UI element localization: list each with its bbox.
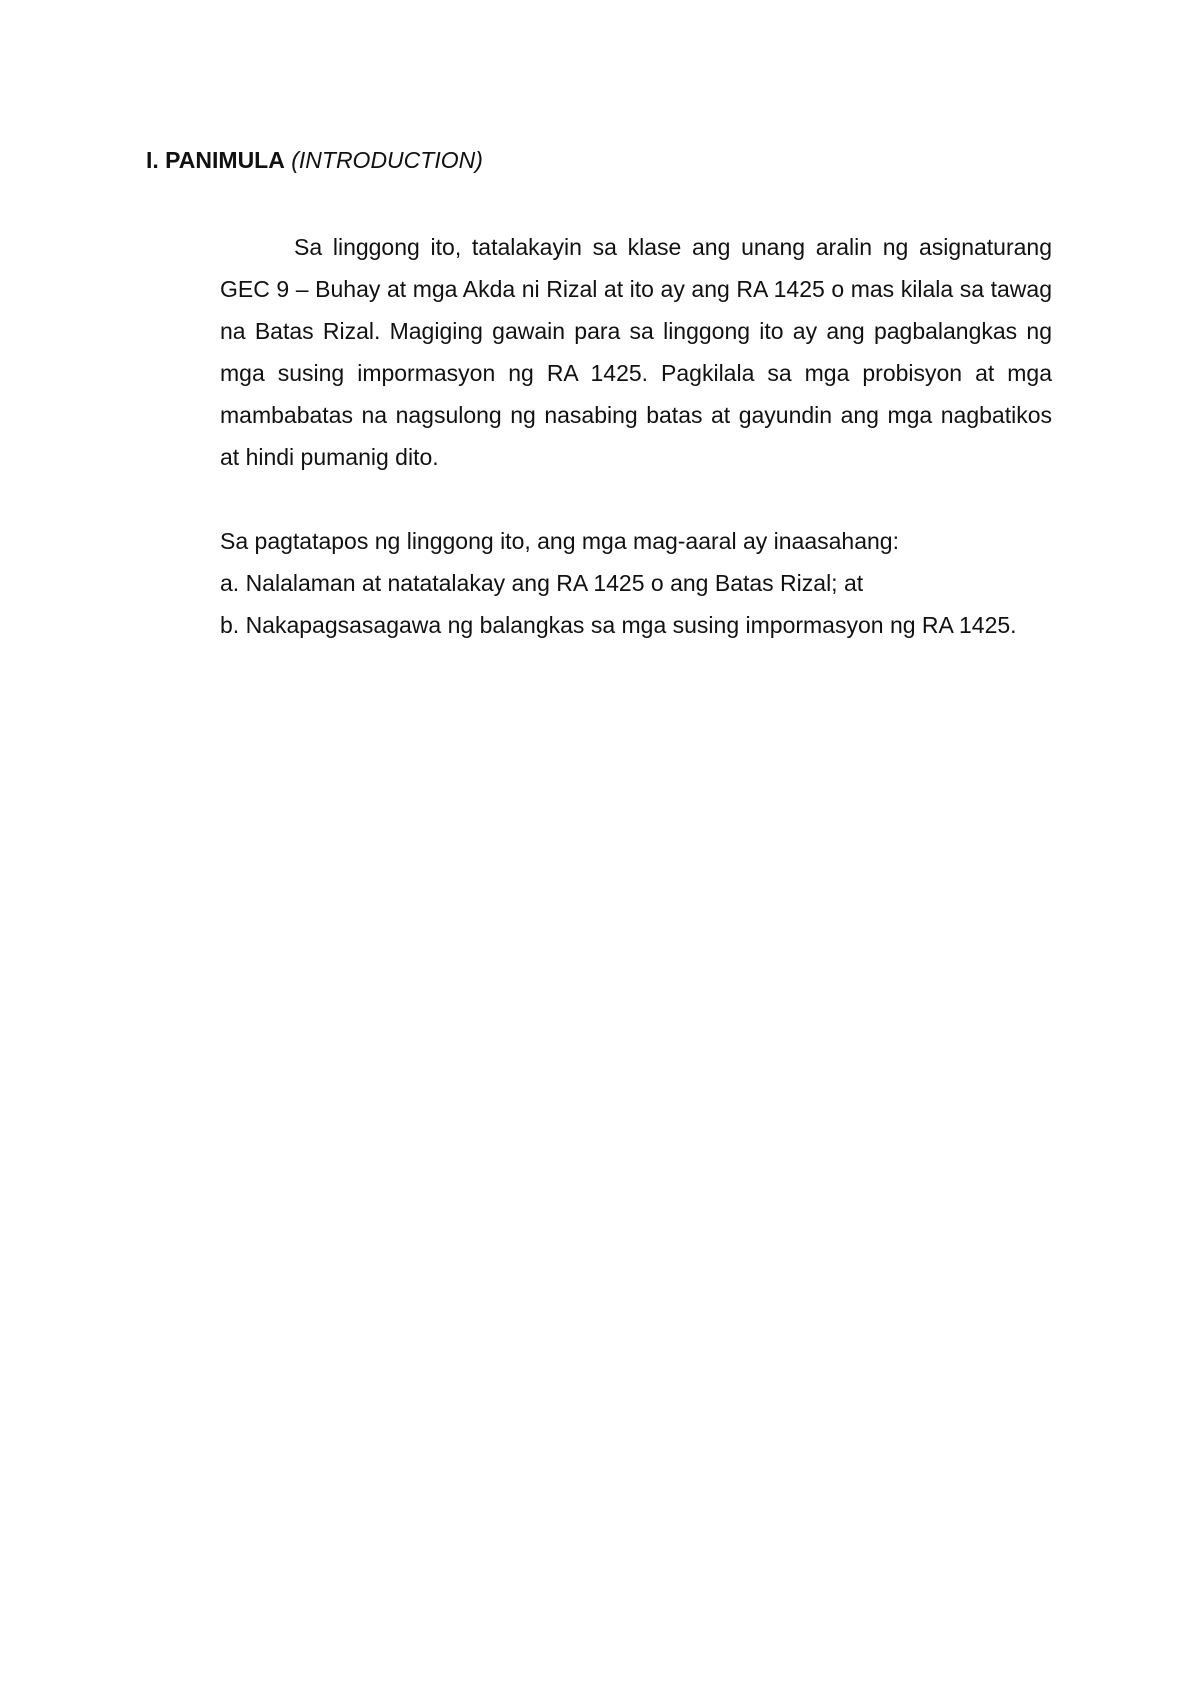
objectives-list bbox=[220, 562, 1052, 646]
objectives-lead: Sa pagtatapos ng linggong ito, ang mga mag-aaral ay inaasahang: bbox=[220, 528, 899, 554]
section-heading bbox=[146, 144, 483, 176]
section-title-english: (INTRODUCTION) bbox=[291, 147, 483, 173]
objective-item-b: b. Nakapagsasagawa ng balangkas sa mga susing impormasyon ng RA 1425. bbox=[220, 612, 1017, 638]
section-title: I. PANIMULA bbox=[146, 147, 285, 173]
objectives-block bbox=[220, 520, 1052, 646]
objective-item-a: a. Nalalaman at natatalakay ang RA 1425 o ang Batas Rizal; at bbox=[220, 570, 864, 596]
intro-paragraph: Sa linggong ito, tatalakayin sa klase ang unang aralin ng asignaturang GEC 9 – Buhay at mga Akda ni Rizal at ito ay ang RA 1425 o mas kilala sa tawag na Batas Rizal. Magiging gawain para sa linggong ito ay ang pagbalangkas ng mga susing impormasyon ng RA 1425. Pagkilala sa mga probisyon at mga mambabatas na nagsulong ng nasabing batas at gayundin ang mga nagbatikos at hindi pumanig dito. bbox=[220, 234, 1052, 470]
